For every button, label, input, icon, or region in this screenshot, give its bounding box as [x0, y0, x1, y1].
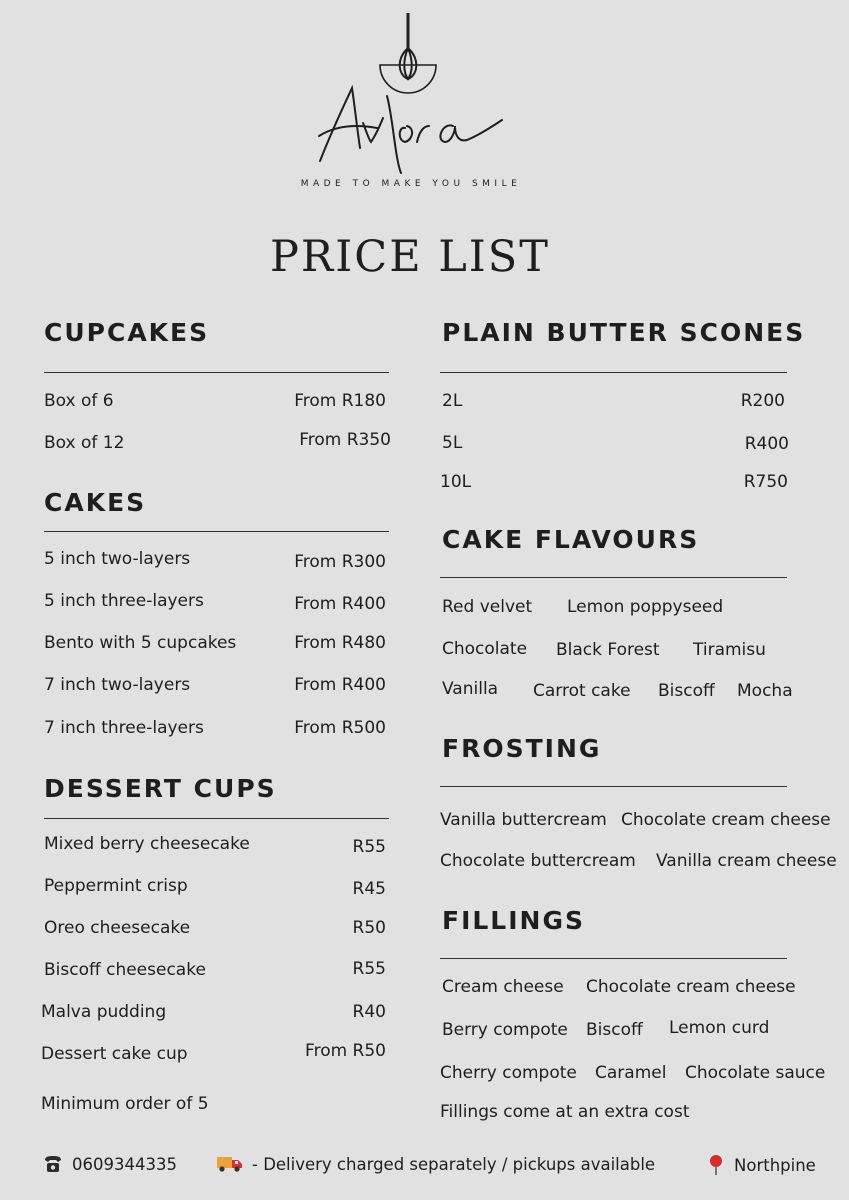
menu-item-price: From R400: [294, 594, 386, 614]
fillings-heading: FILLINGS: [442, 906, 585, 935]
cakes-heading: CAKES: [44, 488, 147, 517]
telephone-icon: [42, 1154, 64, 1174]
flavour-item: Chocolate: [442, 639, 528, 659]
scones-heading: PLAIN BUTTER SCONES: [442, 318, 806, 347]
menu-item-price: R200: [740, 391, 785, 411]
menu-item-price: R55: [352, 837, 386, 857]
menu-item-name: Peppermint crisp: [44, 876, 188, 896]
brand-tagline: MADE TO MAKE YOU SMILE: [300, 179, 522, 189]
menu-item-price: From R350: [299, 430, 391, 450]
pin-icon: [706, 1154, 726, 1176]
location-text: Northpine: [734, 1155, 816, 1175]
menu-item-name: 7 inch two-layers: [44, 675, 191, 695]
flavour-item: Mocha: [737, 681, 793, 701]
filling-item: Chocolate cream cheese: [586, 977, 796, 997]
menu-item-name: 5L: [442, 433, 463, 453]
flavour-item: Carrot cake: [533, 681, 631, 701]
menu-item-name: 5 inch two-layers: [44, 549, 191, 569]
filling-item: Chocolate sauce: [685, 1063, 826, 1083]
menu-item-price: From R50: [305, 1041, 386, 1061]
footer-location: [706, 1154, 816, 1176]
menu-item-price: R40: [352, 1002, 386, 1022]
filling-item: Berry compote: [442, 1020, 568, 1040]
menu-item-price: From R400: [294, 675, 386, 695]
delivery-text: - Delivery charged separately / pickups available: [252, 1154, 656, 1174]
menu-item-name: Bento with 5 cupcakes: [44, 633, 237, 653]
menu-item-price: From R300: [294, 552, 386, 572]
whisk-icon: [400, 13, 417, 79]
divider: [44, 818, 389, 819]
frosting-item: Chocolate buttercream: [440, 851, 636, 871]
fillings-note: Fillings come at an extra cost: [440, 1102, 690, 1122]
menu-item-price: From R500: [294, 718, 386, 738]
cupcakes-heading: CUPCAKES: [44, 318, 210, 347]
menu-item-price: R750: [743, 472, 788, 492]
flavour-item: Red velvet: [442, 597, 533, 617]
footer-phone: [42, 1154, 177, 1174]
flavour-item: Biscoff: [658, 681, 715, 701]
frosting-item: Vanilla buttercream: [440, 810, 607, 830]
brand-logo: [305, 8, 525, 178]
menu-item-price: R50: [352, 918, 386, 938]
menu-item-price: R45: [352, 879, 386, 899]
divider: [44, 531, 389, 532]
frosting-item: Vanilla cream cheese: [656, 851, 837, 871]
filling-item: Cherry compote: [440, 1063, 577, 1083]
menu-item-name: 5 inch three-layers: [44, 591, 204, 611]
flavour-item: Black Forest: [556, 640, 660, 660]
divider: [440, 372, 787, 373]
filling-item: Biscoff: [586, 1020, 643, 1040]
filling-item: Lemon curd: [669, 1018, 770, 1038]
menu-item-name: Oreo cheesecake: [44, 918, 191, 938]
divider: [440, 577, 787, 578]
divider: [44, 372, 389, 373]
menu-item-price: R400: [744, 434, 789, 454]
phone-number: 0609344335: [72, 1154, 177, 1174]
filling-item: Cream cheese: [442, 977, 564, 997]
minimum-order-note: Minimum order of 5: [41, 1094, 209, 1114]
cake-flavours-heading: CAKE FLAVOURS: [442, 525, 700, 554]
menu-item-name: Box of 6: [44, 391, 114, 411]
menu-item-name: 7 inch three-layers: [44, 718, 204, 738]
flavour-item: Vanilla: [442, 679, 499, 699]
menu-item-name: 2L: [442, 391, 463, 411]
page-title: PRICE LIST: [270, 232, 550, 282]
menu-item-price: From R480: [294, 633, 386, 653]
menu-item-name: Mixed berry cheesecake: [44, 834, 250, 854]
flavour-item: Lemon poppyseed: [567, 597, 724, 617]
footer-delivery: [216, 1154, 655, 1174]
flavour-item: Tiramisu: [693, 640, 766, 660]
filling-item: Caramel: [595, 1063, 667, 1083]
menu-item-name: Malva pudding: [41, 1002, 167, 1022]
menu-item-name: 10L: [440, 472, 472, 492]
frosting-item: Chocolate cream cheese: [621, 810, 831, 830]
divider: [440, 786, 787, 787]
menu-item-name: Box of 12: [44, 433, 125, 453]
menu-item-name: Biscoff cheesecake: [44, 960, 206, 980]
menu-item-price: From R180: [294, 391, 386, 411]
menu-item-name: Dessert cake cup: [41, 1044, 188, 1064]
dessert-cups-heading: DESSERT CUPS: [44, 774, 277, 803]
menu-item-price: R55: [352, 959, 386, 979]
delivery-truck-icon: [216, 1154, 244, 1174]
frosting-heading: FROSTING: [442, 734, 602, 763]
divider: [440, 958, 787, 959]
